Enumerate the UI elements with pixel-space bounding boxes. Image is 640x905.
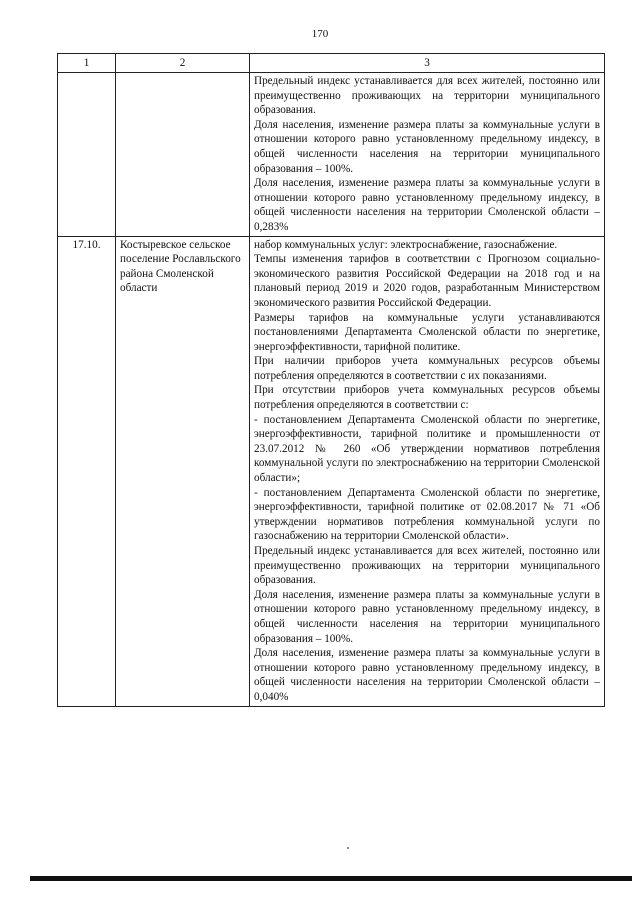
description-cell — [250, 236, 605, 706]
paragraph: Доля населения, изменение размера платы за коммунальные услуги в отношении которого равно установленному предельному индексу, в общей численности населения на территории Смоленской области – 0,283% — [254, 177, 600, 233]
tariff-table — [57, 53, 605, 707]
paragraph: Предельный индекс устанавливается для всех жителей, постоянно или преимущественно проживающих на территории муниципального образования. — [254, 75, 600, 117]
description-cell — [250, 73, 605, 237]
page-number: 170 — [311, 28, 329, 40]
paragraph: Размеры тарифов на коммунальные услуги устанавливаются постановлениями Департамента Смоленской области по энергетике, энергоэффективности, тарифной политике. — [254, 311, 600, 353]
paragraph: Доля населения, изменение размера платы за коммунальные услуги в отношении которого равно установленному предельному индексу, в общей численности населения на территории Смоленской области – 0,040% — [254, 647, 600, 703]
table-row — [58, 73, 605, 237]
list-item: - постановлением Департамента Смоленской области по энергетике, энергоэффективности, тарифной политике от 02.08.2017 № 71 «Об утверждении нормативов потребления коммунальной услуги по газоснабжению на территории Смоленской области». — [254, 486, 600, 543]
column-header-3: 3 — [250, 54, 605, 73]
row-number-cell: 17.10. — [58, 236, 116, 706]
municipality-name-cell — [116, 73, 250, 237]
scan-speck — [347, 847, 349, 849]
row-number-cell — [58, 73, 116, 237]
paragraph: Доля населения, изменение размера платы за коммунальные услуги в отношении которого равно установленному предельному индексу, в общей численности населения на территории муниципального образования – 100%. — [254, 118, 600, 175]
paragraph: Темпы изменения тарифов в соответствии с Прогнозом социально-экономического развития Российской Федерации на 2018 год и на плановый период 2019 и 2020 годов, разработанным Министерством экономического развития Российской Федерации. — [254, 253, 600, 309]
paragraph: набор коммунальных услуг: электроснабжение, газоснабжение. — [254, 238, 558, 251]
column-header-2: 2 — [116, 54, 250, 73]
table-row — [58, 236, 605, 706]
paragraph: При наличии приборов учета коммунальных ресурсов объемы потребления определяются в соответствии с их показаниями. — [254, 355, 600, 382]
header-row — [58, 54, 605, 73]
paragraph: Доля населения, изменение размера платы за коммунальные услуги в отношении которого равно установленному предельному индексу, в общей численности населения на территории муниципального образования – 100%. — [254, 588, 600, 645]
paragraph: Предельный индекс устанавливается для всех жителей, постоянно или преимущественно проживающих на территории муниципального образования. — [254, 545, 600, 587]
bottom-rule — [30, 876, 632, 881]
municipality-name-cell: Костыревское сельское поселение Рославльского района Смоленской области — [116, 236, 250, 706]
column-header-1: 1 — [58, 54, 116, 73]
list-item: - постановлением Департамента Смоленской области по энергетике, энергоэффективности, тарифной политике и промышленности от 23.07.2012 № 260 «Об утверждении нормативов потребления коммунальной услуги по электроснабжению на территории Смоленской области»; — [254, 413, 600, 485]
paragraph: При отсутствии приборов учета коммунальных ресурсов объемы потребления определяются в соответствии с: — [254, 384, 600, 412]
